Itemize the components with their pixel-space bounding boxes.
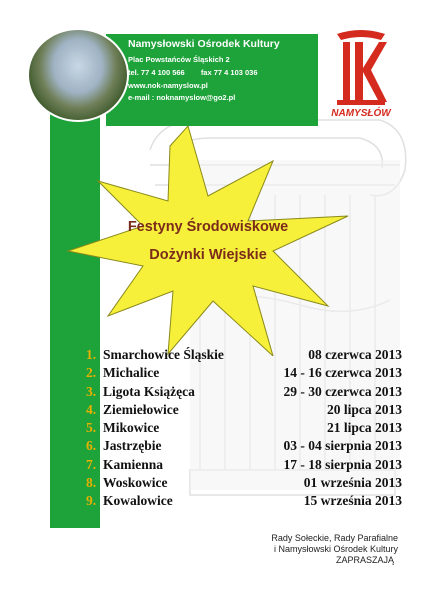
- event-date: 20 lipca 2013: [326, 401, 402, 417]
- event-date: 29 - 30 czerwca 2013: [283, 383, 402, 399]
- event-row: [86, 492, 402, 510]
- event-row: [86, 346, 402, 364]
- phone: tel. 77 4 100 566: [128, 68, 185, 77]
- event-place: Kowalowice: [103, 493, 173, 509]
- event-number: 3.: [86, 383, 97, 399]
- event-place: Smarchowice Śląskie: [103, 347, 224, 362]
- event-date: 03 - 04 sierpnia 2013: [283, 438, 402, 454]
- event-place: Michalice: [103, 365, 160, 381]
- event-row: [86, 419, 402, 437]
- title-line-1: Festyny Środowiskowe: [127, 219, 289, 235]
- event-row: [86, 364, 402, 382]
- event-place: Kamienna: [103, 456, 164, 472]
- event-row: [86, 437, 402, 455]
- phone-line: [128, 68, 318, 77]
- building-photo: [27, 28, 129, 122]
- email: e-mail : noknamyslow@go2.pl: [128, 93, 236, 102]
- event-number: 8.: [86, 475, 97, 491]
- namyslow-logo-icon: [333, 28, 389, 108]
- footer-invitation: [198, 533, 398, 566]
- event-row: [86, 456, 402, 474]
- event-date: 17 - 18 sierpnia 2013: [283, 456, 402, 472]
- event-number: 5.: [86, 420, 97, 436]
- logo-caption: NAMYSŁÓW: [331, 108, 391, 119]
- event-place: Ziemiełowice: [103, 401, 179, 417]
- title-line-2: Dożynki Wiejskie: [149, 247, 267, 263]
- event-number: 2.: [86, 365, 97, 381]
- event-number: 6.: [86, 438, 97, 454]
- fax: fax 77 4 103 036: [200, 68, 258, 77]
- event-row: [86, 383, 402, 401]
- event-row: [86, 474, 402, 492]
- event-place: Ligota Książęca: [103, 383, 195, 399]
- event-number: 1.: [86, 347, 97, 362]
- event-date: 15 września 2013: [303, 493, 402, 509]
- event-date: 08 czerwca 2013: [308, 347, 402, 362]
- event-number: 4.: [86, 401, 97, 417]
- star-burst-icon: [58, 126, 370, 356]
- event-number: 9.: [86, 493, 97, 509]
- footer-line-2: i Namysłowski Ośrodek Kultury: [273, 544, 398, 554]
- event-date: 01 września 2013: [303, 475, 402, 491]
- website: www.nok-namyslow.pl: [128, 81, 208, 90]
- contact-block: [128, 38, 318, 102]
- footer-line-3: ZAPRASZAJĄ: [335, 555, 394, 565]
- event-place: Woskowice: [103, 475, 168, 491]
- event-number: 7.: [86, 456, 97, 472]
- org-name: Namysłowski Ośrodek Kultury: [128, 38, 280, 50]
- footer-line-1: Rady Sołeckie, Rady Parafialne: [271, 533, 398, 543]
- event-row: [86, 401, 402, 419]
- event-list: [86, 346, 402, 511]
- event-place: Mikowice: [103, 420, 160, 436]
- event-date: 14 - 16 czerwca 2013: [283, 365, 402, 381]
- event-date: 21 lipca 2013: [326, 420, 402, 436]
- event-place: Jastrzębie: [103, 438, 162, 454]
- address: Plac Powstańców Śląskich 2: [128, 55, 230, 64]
